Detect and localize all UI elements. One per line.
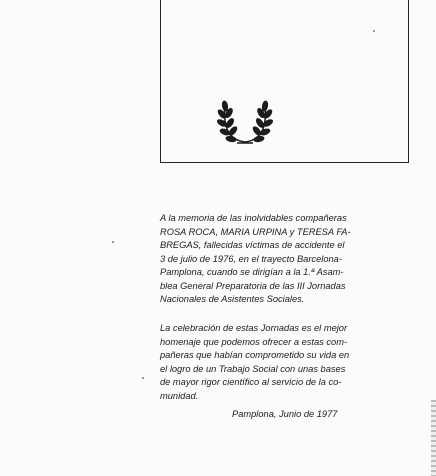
place-date-signature: Pamplona, Junio de 1977	[232, 409, 338, 419]
tribute-line: el logro de un Trabajo Social con unas bases	[160, 363, 346, 374]
paper-speck	[112, 241, 114, 243]
tribute-line: pañeras que habían comprometido su vida en	[160, 350, 350, 360]
dedication-line: Nacionales de Asistentes Sociales.	[160, 294, 305, 304]
dedication-line: blea General Preparatoria de las III Jornadas	[160, 280, 346, 291]
page-edge-shadow	[431, 400, 436, 476]
dedication-line: A la memoria de las inolvidables compañeras	[160, 213, 347, 223]
paper-speck	[373, 30, 375, 32]
dedication-line: ROSA ROCA, MARIA URPINA y TERESA FA-	[160, 226, 351, 237]
dedication-line: 3 de julio de 1976, en el trayecto Barcelona-	[160, 253, 342, 264]
tribute-line: de mayor rigor científico al servicio de la co-	[160, 377, 342, 387]
tribute-line: homenaje que podemos ofrecer a estas com-	[160, 336, 348, 347]
dedication-line: Pamplona, cuando se dirigían a la 1.ª Asam-	[160, 267, 344, 277]
dedication-paragraph	[160, 212, 416, 307]
dedication-line: BREGAS, fallecidas víctimas de accidente el	[160, 240, 345, 250]
tribute-paragraph	[160, 322, 416, 403]
memorial-box	[160, 0, 409, 163]
tribute-line: La celebración de estas Jornadas es el mejor	[160, 323, 348, 333]
laurel-wreath-icon	[217, 96, 273, 146]
paper-speck	[142, 377, 144, 379]
tribute-line: munidad.	[160, 390, 199, 401]
